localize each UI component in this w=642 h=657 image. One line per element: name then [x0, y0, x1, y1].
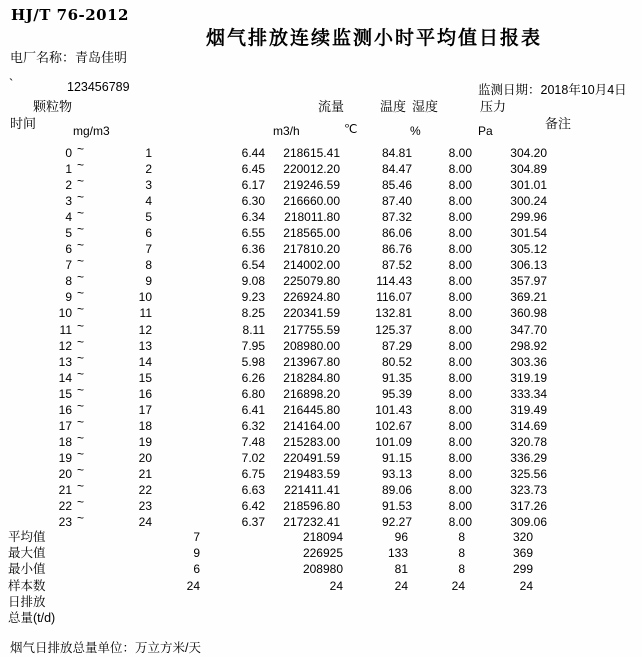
flow-value: 225079.80 — [283, 274, 340, 289]
summary-label: 日排放 — [8, 594, 46, 609]
temperature-value: 87.32 — [381, 210, 412, 225]
humidity-value: 8.00 — [448, 242, 472, 257]
particulate-value: 6.44 — [241, 146, 265, 160]
table-row — [0, 222, 560, 241]
temperature-value: 95.39 — [381, 386, 412, 401]
temperature-summary-value: 81 — [394, 562, 408, 577]
flow-value: 219246.59 — [283, 178, 340, 193]
particulate-summary-value — [108, 594, 200, 610]
temperature-summary-value — [343, 594, 408, 610]
flow-value: 216660.00 — [283, 194, 340, 209]
particulate-value: 6.26 — [241, 370, 265, 385]
temperature-value: 102.67 — [375, 418, 412, 433]
temperature-value: 91.35 — [381, 370, 412, 385]
hour-start: 22 — [58, 499, 72, 514]
hour-end: 12 — [138, 322, 152, 337]
humidity-summary-value: 8 — [458, 546, 465, 561]
column-header-flow: 流量 — [318, 99, 345, 114]
table-row — [0, 446, 560, 466]
table-row — [0, 286, 560, 305]
pressure-summary-value — [465, 594, 533, 610]
pressure-value: 300.24 — [510, 194, 547, 209]
table-row — [0, 382, 560, 402]
range-separator: ~ — [77, 190, 85, 205]
table-row — [0, 158, 560, 177]
pressure-value: 320.78 — [510, 434, 547, 449]
particulate-value: 6.36 — [241, 242, 265, 257]
flow-summary-value: 226925 — [302, 546, 343, 561]
temperature-value: 101.09 — [375, 434, 412, 449]
humidity-value: 8.00 — [448, 402, 472, 417]
table-row — [0, 174, 560, 193]
hour-end: 14 — [138, 354, 152, 369]
hour-end: 7 — [145, 242, 152, 257]
temperature-value: 86.06 — [381, 226, 412, 241]
pressure-summary-value: 369 — [512, 546, 533, 561]
temperature-value: 84.81 — [381, 146, 412, 160]
humidity-value: 8.00 — [448, 290, 472, 305]
hour-end: 5 — [145, 210, 152, 225]
range-separator: ~ — [77, 222, 85, 237]
table-row — [0, 254, 560, 273]
humidity-summary-value: 24 — [451, 578, 465, 593]
temperature-value: 80.52 — [381, 354, 412, 369]
hour-end: 15 — [138, 370, 152, 385]
serial-number: 123456789 — [67, 80, 130, 94]
flow-summary-value: 218094 — [302, 530, 343, 544]
humidity-value: 8.00 — [448, 226, 472, 241]
pressure-value: 299.96 — [510, 210, 547, 225]
temperature-summary-value: 96 — [394, 530, 408, 544]
footer-note: 烟气日排放总量单位：万立方米/天 — [10, 641, 201, 655]
hour-start: 2 — [65, 178, 72, 193]
hour-start: 12 — [58, 338, 72, 353]
particulate-value: 6.75 — [241, 466, 265, 481]
flow-value: 218284.80 — [283, 370, 340, 385]
humidity-summary-value — [408, 610, 465, 626]
humidity-value: 8.00 — [448, 482, 472, 497]
unit-particulate: mg/m3 — [73, 124, 110, 138]
pressure-value: 319.49 — [510, 402, 547, 417]
table-row — [0, 414, 560, 434]
humidity-value: 8.00 — [448, 418, 472, 433]
hour-start: 18 — [58, 434, 72, 449]
pressure-value: 357.97 — [510, 274, 547, 289]
humidity-value: 8.00 — [448, 194, 472, 209]
flow-value: 216445.80 — [283, 402, 340, 417]
hour-end: 19 — [138, 434, 152, 449]
particulate-value: 9.23 — [241, 290, 265, 305]
table-row — [0, 270, 560, 289]
temperature-value: 132.81 — [375, 306, 412, 321]
hour-end: 21 — [138, 466, 152, 481]
range-separator: ~ — [77, 254, 85, 269]
pressure-value: 309.06 — [510, 515, 547, 530]
temperature-value: 87.40 — [381, 194, 412, 209]
column-header-particulate: 颗粒物 — [33, 99, 73, 114]
tick-mark: ` — [9, 76, 14, 91]
summary-row — [0, 529, 560, 545]
flow-value: 216898.20 — [283, 386, 340, 401]
monitor-date-value: 2018年10月4日 — [540, 83, 627, 97]
pressure-summary-value: 24 — [519, 578, 533, 593]
particulate-value: 7.95 — [241, 338, 265, 353]
flow-value: 218596.80 — [283, 499, 340, 514]
flow-summary-value — [200, 610, 343, 626]
hour-end: 3 — [145, 178, 152, 193]
humidity-value: 8.00 — [448, 499, 472, 514]
summary-row — [0, 594, 560, 610]
humidity-value: 8.00 — [448, 322, 472, 337]
particulate-summary-value: 9 — [193, 546, 200, 561]
column-header-time: 时间 — [10, 116, 37, 131]
humidity-value: 8.00 — [448, 386, 472, 401]
pressure-value: 306.13 — [510, 258, 547, 273]
flow-value: 221411.41 — [284, 482, 340, 497]
pressure-value: 325.56 — [510, 466, 547, 481]
unit-flow: m3/h — [273, 124, 300, 138]
particulate-value: 8.11 — [242, 322, 265, 337]
hour-end: 8 — [145, 258, 152, 273]
plant-name-value: 青岛佳明 — [75, 50, 128, 65]
hour-start: 19 — [58, 450, 72, 465]
summary-body — [0, 529, 560, 626]
range-separator: ~ — [77, 270, 85, 285]
humidity-value: 8.00 — [448, 338, 472, 353]
temperature-value: 116.07 — [376, 290, 412, 305]
flow-value: 215283.00 — [283, 434, 340, 449]
hour-end: 9 — [145, 274, 152, 289]
table-row — [0, 318, 560, 338]
flow-summary-value: 208980 — [302, 562, 343, 577]
hour-end: 20 — [138, 450, 152, 465]
flow-value: 218011.80 — [284, 210, 340, 225]
flow-value: 217755.59 — [283, 322, 340, 337]
range-separator: ~ — [77, 398, 85, 413]
table-row — [0, 462, 560, 482]
hour-start: 13 — [58, 354, 72, 369]
temperature-value: 85.46 — [381, 178, 412, 193]
hour-end: 22 — [138, 482, 152, 497]
table-body — [0, 142, 560, 530]
particulate-summary-value — [108, 610, 200, 626]
pressure-value: 360.98 — [510, 306, 547, 321]
range-separator: ~ — [77, 478, 85, 493]
pressure-value: 317.26 — [510, 499, 547, 514]
humidity-summary-value — [408, 594, 465, 610]
pressure-value: 298.92 — [510, 338, 547, 353]
range-separator: ~ — [77, 206, 85, 221]
temperature-value: 91.53 — [381, 499, 412, 514]
pressure-value: 304.20 — [510, 146, 547, 160]
particulate-value: 6.41 — [241, 402, 265, 417]
range-separator: ~ — [77, 430, 85, 445]
humidity-value: 8.00 — [448, 370, 472, 385]
flow-summary-value: 24 — [329, 578, 343, 593]
pressure-value: 333.34 — [510, 386, 547, 401]
table-row — [0, 478, 560, 498]
hour-start: 23 — [58, 515, 72, 530]
unit-humidity: % — [410, 124, 421, 138]
temperature-value: 101.43 — [375, 402, 412, 417]
particulate-value: 6.34 — [241, 210, 265, 225]
pressure-value: 369.21 — [510, 290, 547, 305]
hour-start: 5 — [65, 226, 72, 241]
hour-start: 7 — [65, 258, 72, 273]
flow-value: 218565.00 — [283, 226, 340, 241]
humidity-value: 8.00 — [448, 178, 472, 193]
temperature-value: 87.29 — [381, 338, 412, 353]
hour-end: 17 — [138, 402, 152, 417]
humidity-value: 8.00 — [448, 466, 472, 481]
range-separator: ~ — [77, 334, 85, 349]
flow-summary-value — [200, 594, 343, 610]
humidity-value: 8.00 — [448, 306, 472, 321]
column-header-remark: 备注 — [545, 116, 572, 131]
summary-row — [0, 561, 560, 577]
report-title: 烟气排放连续监测小时平均值日报表 — [206, 28, 543, 49]
hour-start: 11 — [59, 322, 72, 337]
table-row — [0, 511, 560, 530]
particulate-value: 6.54 — [241, 258, 265, 273]
temperature-value: 92.27 — [381, 515, 412, 530]
temperature-value: 84.47 — [381, 162, 412, 177]
particulate-value: 6.63 — [241, 482, 265, 497]
plant-name-label: 电厂名称： — [10, 50, 76, 65]
particulate-summary-value: 6 — [193, 562, 200, 577]
temperature-value: 114.43 — [376, 274, 412, 289]
temperature-summary-value: 24 — [394, 578, 408, 593]
humidity-value: 8.00 — [448, 354, 472, 369]
range-separator: ~ — [77, 511, 85, 526]
pressure-summary-value: 320 — [512, 530, 533, 544]
range-separator: ~ — [77, 495, 85, 510]
table-row — [0, 366, 560, 386]
summary-label: 总量(t/d) — [8, 610, 56, 625]
hour-start: 4 — [65, 210, 72, 225]
pressure-value: 319.19 — [510, 370, 547, 385]
humidity-value: 8.00 — [448, 515, 472, 530]
particulate-value: 6.80 — [241, 386, 265, 401]
humidity-value: 8.00 — [448, 258, 472, 273]
flow-value: 218615.41 — [283, 146, 340, 160]
temperature-value: 86.76 — [381, 242, 412, 257]
flow-value: 219483.59 — [283, 466, 340, 481]
humidity-value: 8.00 — [448, 146, 472, 160]
flow-value: 217810.20 — [283, 242, 340, 257]
flow-value: 213967.80 — [283, 354, 340, 369]
particulate-summary-value: 7 — [193, 530, 200, 544]
humidity-value: 8.00 — [448, 210, 472, 225]
flow-value: 220491.59 — [283, 450, 340, 465]
particulate-value: 6.45 — [241, 162, 265, 177]
particulate-value: 8.25 — [241, 306, 265, 321]
table-row — [0, 142, 560, 161]
summary-label: 最小值 — [8, 562, 46, 577]
range-separator: ~ — [77, 366, 85, 381]
pressure-value: 323.73 — [510, 482, 547, 497]
summary-label: 平均值 — [8, 530, 46, 544]
humidity-value: 8.00 — [448, 274, 472, 289]
hour-start: 9 — [65, 290, 72, 305]
particulate-summary-value: 24 — [186, 578, 200, 593]
temperature-value: 87.52 — [381, 258, 412, 273]
unit-temperature: ℃ — [344, 122, 358, 136]
flow-value: 214002.00 — [283, 258, 340, 273]
flow-value: 220341.59 — [283, 306, 340, 321]
particulate-value: 9.08 — [241, 274, 265, 289]
range-separator: ~ — [77, 350, 85, 365]
hour-start: 21 — [58, 482, 72, 497]
hour-end: 6 — [145, 226, 152, 241]
summary-label: 最大值 — [8, 546, 46, 561]
column-header-humidity: 湿度 — [412, 99, 439, 114]
hour-start: 17 — [58, 418, 72, 433]
column-header-pressure: 压力 — [480, 99, 507, 114]
range-separator: ~ — [77, 318, 85, 333]
hour-end: 1 — [145, 146, 152, 160]
hour-end: 23 — [138, 499, 152, 514]
range-separator: ~ — [77, 286, 85, 301]
temperature-summary-value — [343, 610, 408, 626]
pressure-value: 336.29 — [510, 450, 547, 465]
table-row — [0, 350, 560, 370]
particulate-value: 7.02 — [241, 450, 265, 465]
standard-code: HJ/T 76-2012 — [11, 6, 129, 24]
summary-label: 样本数 — [8, 578, 46, 593]
unit-pressure: Pa — [478, 124, 493, 138]
humidity-summary-value: 8 — [458, 562, 465, 577]
range-separator: ~ — [77, 174, 85, 189]
pressure-value: 347.70 — [510, 322, 547, 337]
hour-end: 24 — [138, 515, 152, 530]
column-header-temperature: 温度 — [380, 99, 407, 114]
table-row — [0, 334, 560, 354]
pressure-value: 301.54 — [510, 226, 547, 241]
range-separator: ~ — [77, 302, 85, 317]
table-row — [0, 302, 560, 321]
range-separator: ~ — [77, 446, 85, 461]
pressure-value: 314.69 — [510, 418, 547, 433]
particulate-value: 6.42 — [241, 499, 265, 514]
hour-start: 3 — [65, 194, 72, 209]
hour-start: 15 — [58, 386, 72, 401]
particulate-value: 6.55 — [241, 226, 265, 241]
pressure-value: 303.36 — [510, 354, 547, 369]
hour-start: 0 — [65, 146, 72, 160]
flow-value: 226924.80 — [283, 290, 340, 305]
range-separator: ~ — [77, 238, 85, 253]
particulate-value: 6.37 — [241, 515, 265, 530]
monitor-date-label: 监测日期： — [478, 83, 541, 97]
table-row — [0, 190, 560, 209]
hour-start: 1 — [65, 162, 72, 177]
flow-value: 217232.41 — [283, 515, 340, 530]
range-separator: ~ — [77, 142, 85, 156]
pressure-value: 304.89 — [510, 162, 547, 177]
hour-end: 4 — [145, 194, 152, 209]
range-separator: ~ — [77, 414, 85, 429]
hour-start: 20 — [58, 466, 72, 481]
temperature-summary-value: 133 — [387, 546, 408, 561]
pressure-value: 305.12 — [510, 242, 547, 257]
hour-start: 14 — [58, 370, 72, 385]
particulate-value: 6.30 — [241, 194, 265, 209]
hour-end: 16 — [138, 386, 152, 401]
pressure-summary-value — [465, 610, 533, 626]
temperature-value: 91.15 — [381, 450, 412, 465]
hour-start: 8 — [65, 274, 72, 289]
table-row — [0, 206, 560, 225]
plant-name-line — [10, 47, 127, 66]
humidity-summary-value: 8 — [458, 530, 465, 544]
summary-row — [0, 545, 560, 561]
temperature-value: 93.13 — [381, 466, 412, 481]
hour-end: 2 — [145, 162, 152, 177]
temperature-value: 89.06 — [381, 482, 412, 497]
range-separator: ~ — [77, 382, 85, 397]
hour-end: 18 — [138, 418, 152, 433]
table-row — [0, 430, 560, 450]
pressure-value: 301.01 — [510, 178, 547, 193]
table-row — [0, 495, 560, 514]
hour-start: 10 — [58, 306, 72, 321]
particulate-value: 5.98 — [241, 354, 265, 369]
particulate-value: 7.48 — [241, 434, 265, 449]
hour-end: 13 — [138, 338, 152, 353]
summary-row — [0, 610, 560, 626]
hour-end: 11 — [139, 306, 152, 321]
particulate-value: 6.32 — [241, 418, 265, 433]
flow-value: 208980.00 — [283, 338, 340, 353]
humidity-value: 8.00 — [448, 434, 472, 449]
table-row — [0, 398, 560, 418]
table-row — [0, 238, 560, 257]
flow-value: 214164.00 — [283, 418, 340, 433]
particulate-value: 6.17 — [241, 178, 265, 193]
hour-end: 10 — [138, 290, 152, 305]
flow-value: 220012.20 — [283, 162, 340, 177]
humidity-value: 8.00 — [448, 162, 472, 177]
range-separator: ~ — [77, 158, 85, 173]
pressure-summary-value: 299 — [512, 562, 533, 577]
summary-row — [0, 578, 560, 594]
hour-start: 16 — [58, 402, 72, 417]
temperature-value: 125.37 — [375, 322, 412, 337]
humidity-value: 8.00 — [448, 450, 472, 465]
range-separator: ~ — [77, 462, 85, 477]
hour-start: 6 — [65, 242, 72, 257]
